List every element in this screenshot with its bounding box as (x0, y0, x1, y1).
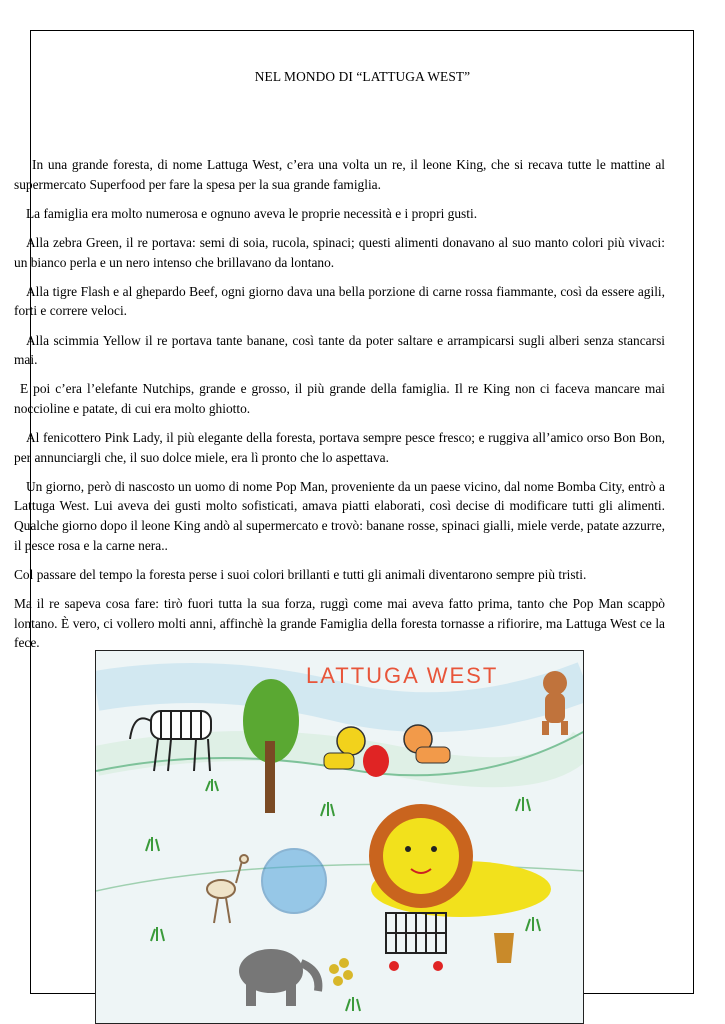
ball-drawing (262, 849, 326, 913)
drawing-canvas (96, 651, 584, 1024)
paragraph: Ma il re sapeva cosa fare: tirò fuori tutta la sua forza, ruggì come mai aveva fatto prima, tanto che Pop Man scappò lontano. È vero, ci vollero molti anni, affinchè la grande Famiglia della foresta tornasse a rifiorire, ma Lattuga West ce la fece. (14, 596, 665, 651)
paragraph: Alla tigre Flash e al ghepardo Beef, ogni giorno dava una bella porzione di carne rossa fiammante, così da essere agili, forti e correre veloci. (14, 283, 665, 319)
paragraph: E poi c’era l’elefante Nutchips, grande e grosso, il più grande della famiglia. Il re King non ci faceva mancare mai noccioline e patate, di cui era molto ghiotto. (14, 381, 665, 416)
paragraph: Alla zebra Green, il re portava: semi di soia, rucola, spinaci; questi alimenti donavano al suo manto colori più vivaci: un bianco perla e un nero intenso che brillavano da lontano. (14, 234, 665, 270)
paragraph: La famiglia era molto numerosa e ognuno aveva le proprie necessità e i propri gusti. (26, 205, 478, 221)
honey-pot-drawing (494, 933, 514, 963)
paragraph: Alla scimmia Yellow il re portava tante banane, così tante da poter saltare e arrampicarsi sugli alberi senza stancarsi mai. (14, 332, 665, 368)
story-body (14, 155, 665, 662)
meat-drawing (363, 745, 389, 777)
paragraph: Un giorno, però di nascosto un uomo di nome Pop Man, proveniente da un paese vicino, dal nome Bomba City, entrò a Lattuga West. Lui aveva dei gusti molto sofisticati, amava piatti elaborati, così decise di modificare tutti gli alimenti. Qualche giorno dopo il leone King andò al supermercato e trovò: banane rosse, spinaci gialli, miele verde, patate azzurre, il pesce rosa e la carne nera.. (14, 478, 665, 553)
paragraph: Al fenicottero Pink Lady, il più elegante della foresta, portava sempre pesce fresco; e ruggiva all’amico orso Bon Bon, per annunciargli che, il suo dolce miele, era lì pronto che lo aspettava. (14, 430, 665, 465)
drawing-caption: LATTUGA WEST (306, 663, 499, 688)
paragraph: In una grande foresta, di nome Lattuga West, c’era una volta un re, il leone King, che si recava tutte le mattine al supermercato Superfood per fare la spesa per la sua grande famiglia. (14, 157, 665, 192)
paragraph: Col passare del tempo la foresta perse i suoi colori brillanti e tutti gli animali diventarono sempre più tristi. (14, 566, 587, 582)
children-drawing (95, 650, 584, 1024)
document-title: NEL MONDO DI “LATTUGA WEST” (254, 69, 471, 84)
